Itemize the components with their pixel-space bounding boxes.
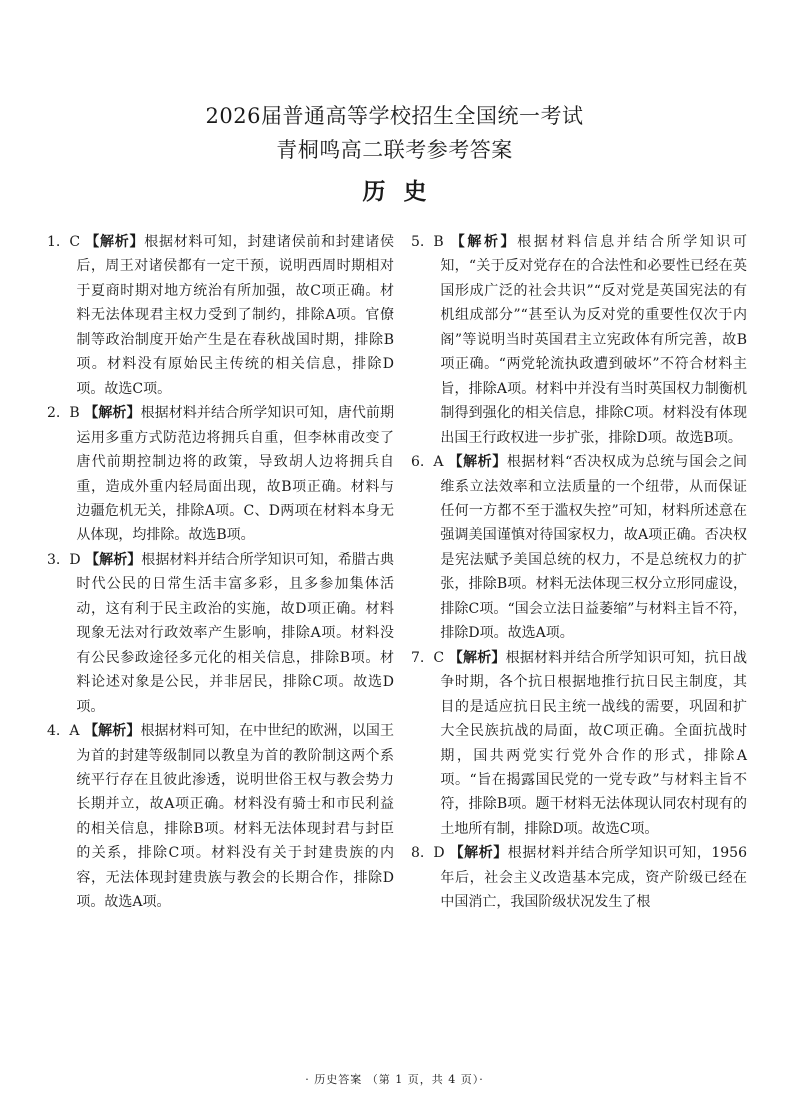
- answer-letter: C: [69, 234, 81, 250]
- analysis-tag: 【解析】: [84, 405, 141, 422]
- answer-item-3: [47, 548, 394, 719]
- analysis-text: 根据材料并结合所学知识可知，1956年后，社会主义改造基本完成，资产阶级已经在中国消亡，我国阶级状况发生了根: [440, 845, 748, 911]
- analysis-text: 根据材料并结合所学知识可知，唐代前期运用多重方式防范边将拥兵自重，但李林甫改变了唐代前期控制边将的政策，导致胡人边将拥兵自重，造成外重内轻局面出现，故B项正确。材料与边疆危机无关，排除A项。C、D两项在材料本身无从体现，均排除。故选B项。: [76, 405, 395, 544]
- left-column: [47, 230, 394, 915]
- item-number: 2.: [47, 405, 61, 422]
- analysis-text: 根据材料并结合所学知识可知，希腊古典时代公民的日常生活丰富多彩，且多参加集体活动，这有利于民主政治的实施，故D项正确。材料现象无法对行政效率产生影响，排除A项。材料没有公民参政途径多元化的相关信息，排除B项。材料论述对象是公民，并非居民，排除C项。故选D项。: [76, 551, 395, 715]
- analysis-text: 根据材料“否决权成为总统与国会之间维系立法效率和立法质量的一个纽带，从而保证任何一方都不至于滥权失控”可知，材料所述意在强调美国谨慎对待国家权力，故A项正确。否决权是宪法赋予美国总统的权力，不是总统权力的扩张，排除B项。材料无法体现三权分立形同虚设，排除C项。“国会立法日益萎缩”与材料主旨不符，排除D项。故选A项。: [440, 454, 748, 642]
- analysis-tag: 【解析】: [449, 845, 508, 862]
- answer-item-7: [411, 646, 747, 842]
- analysis-tag: 【解析】: [85, 234, 145, 250]
- analysis-text: 根据材料可知，在中世纪的欧洲，以国王为首的封建等级制同以教皇为首的教阶制这两个系统平行存在且彼此渗透，说明世俗王权与教会势力长期并立，故A项正确。材料没有骑士和市民利益的相关信息，排除B项。材料无法体现封君与封臣的关系，排除C项。材料没有关于封建贵族的内容，无法体现封建贵族与教会的长期合作，排除D项。故选A项。: [76, 723, 395, 911]
- item-number: 1.: [47, 234, 61, 250]
- item-number: 4.: [47, 723, 61, 740]
- analysis-tag: 【解析】: [450, 234, 518, 250]
- analysis-text: 根据材料并结合所学知识可知，抗日战争时期，各个抗日根据地推行抗日民主制度，其目的是适应抗日民主统一战线的需要，巩固和扩大全民族抗战的局面，故C项正确。全面抗战时期，国共两党实行党外合作的形式，排除A项。“旨在揭露国民党的一党专政”与材料主旨不符，排除B项。题干材料无法体现认同农村现有的土地所有制，排除D项。故选C项。: [440, 649, 748, 837]
- analysis-tag: 【解析】: [84, 723, 141, 740]
- answer-item-5: [411, 230, 747, 450]
- answer-letter: D: [433, 845, 445, 862]
- page-title-line1: 2026届普通高等学校招生全国统一考试: [205, 104, 584, 128]
- item-number: 7.: [411, 649, 425, 666]
- page-title-line2: 青桐鸣高二联考参考答案: [276, 138, 513, 162]
- right-column: [411, 230, 747, 915]
- analysis-tag: 【解析】: [448, 454, 507, 471]
- answer-item-1: [47, 230, 394, 401]
- answer-item-8: [411, 841, 747, 914]
- answer-letter: D: [69, 551, 81, 568]
- analysis-text: 根据材料可知，封建诸侯前和封建诸侯后，周王对诸侯都有一定干预，说明西周时期相对于夏商时期对地方统治有所加强，故C项正确。材料无法体现君主权力受到了制约，排除A项。官僚制等政治制度开始产生是在春秋战国时期，排除B项。材料没有原始民主传统的相关信息，排除D项。故选C项。: [76, 234, 395, 397]
- subject-heading: 历史: [362, 178, 445, 205]
- answer-letter: A: [433, 454, 444, 471]
- analysis-tag: 【解析】: [448, 649, 506, 666]
- page-footer: · 历史答案 （第 1 页，共 4 页）·: [305, 1073, 484, 1086]
- answer-letter: B: [69, 405, 80, 422]
- answer-letter: C: [433, 649, 445, 666]
- item-number: 8.: [411, 845, 425, 862]
- item-number: 5.: [411, 234, 425, 250]
- answer-item-6: [411, 450, 747, 646]
- item-number: 6.: [411, 454, 425, 471]
- answer-item-2: [47, 401, 394, 548]
- answer-letter: A: [69, 723, 80, 740]
- answer-item-4: [47, 719, 394, 915]
- item-number: 3.: [47, 551, 61, 568]
- analysis-text: 根据材料信息并结合所学知识可知，“关于反对党存在的合法性和必要性已经在英国形成广泛的社会共识”“反对党是英国宪法的有机组成部分”“甚至认为反对党的重要性仅次于内阁”等说明当时英国君主立宪政体有所完善，故B项正确。“两党轮流执政遭到破坏”不符合材料主旨，排除A项。材料中并没有当时英国权力制衡机制得到强化的相关信息，排除C项。材料没有体现出国王行政权进一步扩张，排除D项。故选B项。: [440, 234, 748, 446]
- analysis-tag: 【解析】: [85, 551, 142, 568]
- answer-letter: B: [433, 234, 444, 250]
